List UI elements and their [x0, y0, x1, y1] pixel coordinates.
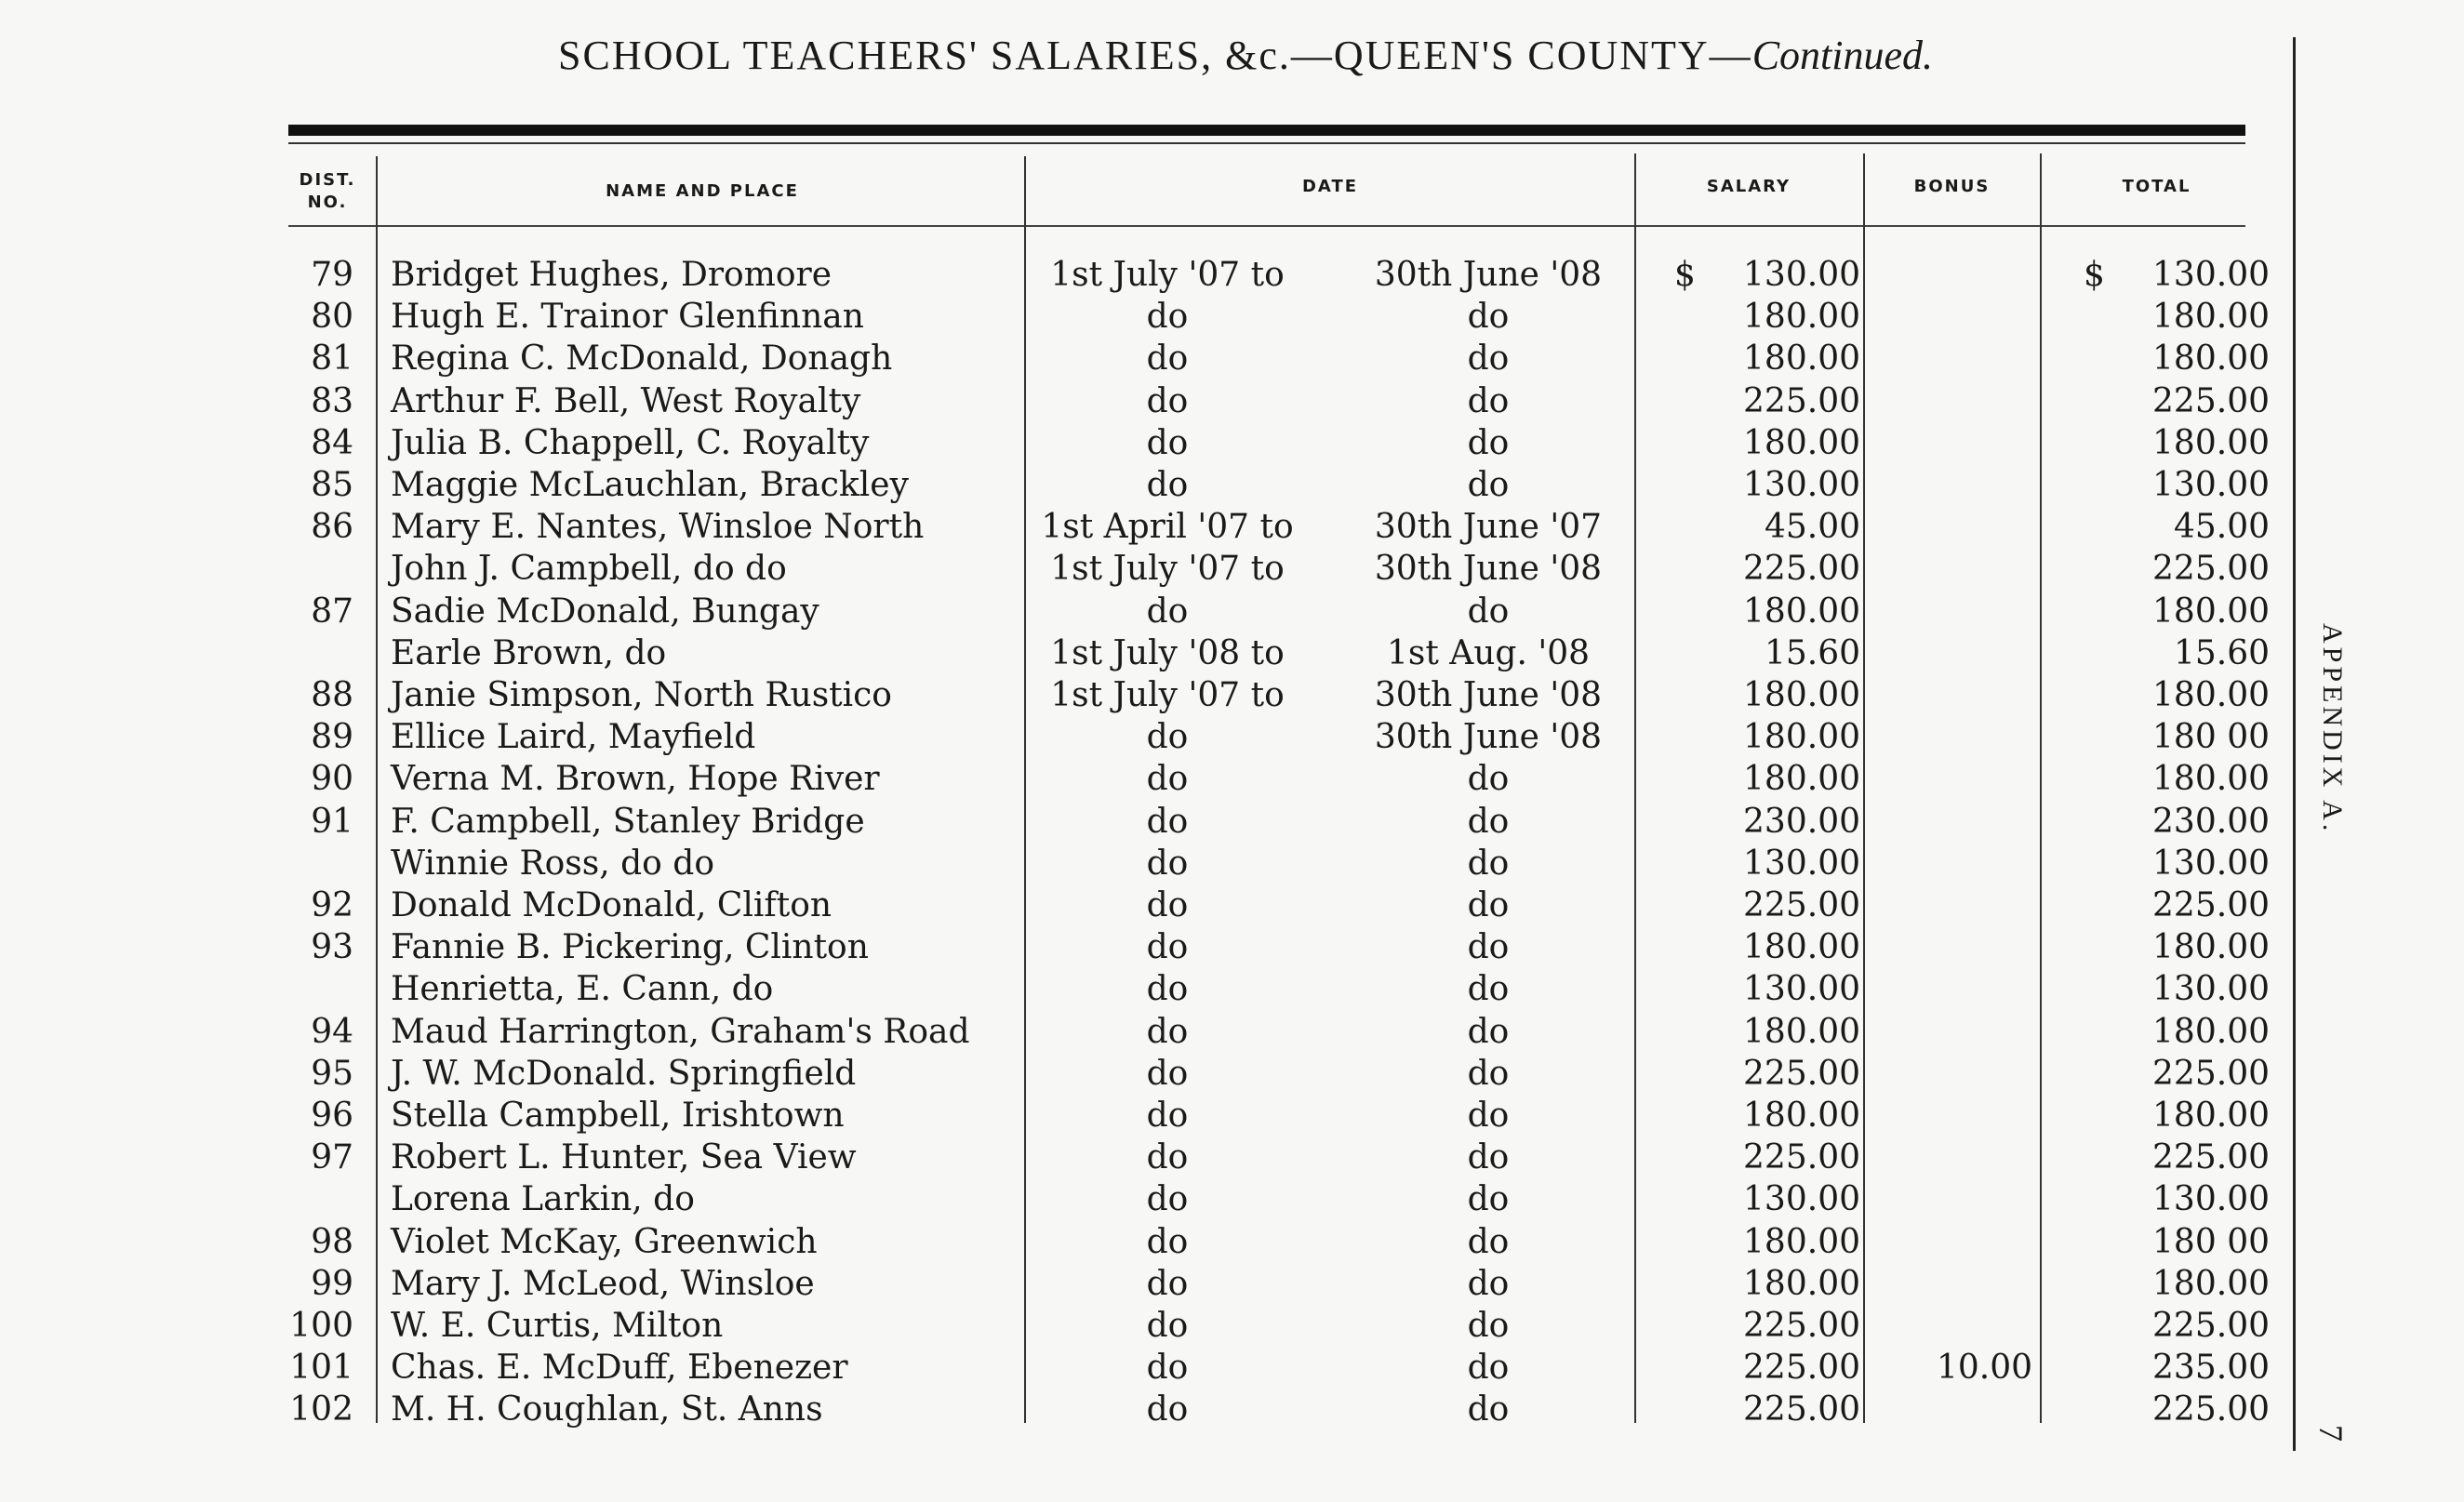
salary-cell: 15.60 — [1764, 633, 1860, 672]
date-to-cell: do — [1467, 381, 1510, 420]
page-number: 7 — [2312, 1425, 2350, 1442]
date-from-cell: do — [1146, 298, 1189, 337]
salary-cell: 180.00 — [1743, 676, 1860, 714]
total-cell: 225.00 — [2152, 381, 2270, 420]
name-place-cell: Hugh E. Trainor Glenfinnan — [391, 298, 864, 337]
header-total: TOTAL — [2122, 177, 2191, 196]
name-place-cell: W. E. Curtis, Milton — [391, 1307, 724, 1345]
total-cell: 225.00 — [2152, 1054, 2270, 1093]
date-to-cell: 30th June '08 — [1374, 718, 1603, 757]
salary-cell: 180.00 — [1743, 1097, 1860, 1135]
table-row — [0, 1097, 2464, 1138]
table-row — [0, 1307, 2464, 1349]
date-to-cell: do — [1467, 298, 1510, 337]
appendix-label: APPENDIX A. — [2317, 623, 2348, 835]
name-place-cell: Mary E. Nantes, Winsloe North — [391, 508, 925, 547]
table-row — [0, 970, 2464, 1012]
total-cell: 180.00 — [2152, 1264, 2270, 1303]
name-place-cell: Sadie McDonald, Bungay — [391, 591, 819, 631]
dist-cell: 101 — [289, 1349, 353, 1388]
dist-cell: 100 — [289, 1307, 353, 1345]
salary-cell: 225.00 — [1743, 1349, 1860, 1388]
date-from-cell: do — [1146, 1349, 1189, 1388]
total-cell: 130.00 — [2152, 256, 2270, 294]
total-cell: 130.00 — [2152, 1180, 2270, 1219]
name-place-cell: Maud Harrington, Graham's Road — [391, 1012, 970, 1051]
date-from-cell: do — [1146, 466, 1189, 504]
salary-cell: 225.00 — [1743, 1307, 1860, 1345]
date-from-cell: do — [1146, 339, 1189, 379]
table-row — [0, 256, 2464, 298]
table-row — [0, 550, 2464, 591]
total-cell: 45.00 — [2173, 508, 2270, 547]
dist-cell: 84 — [311, 423, 353, 462]
date-from-cell: do — [1146, 1222, 1189, 1261]
salary-cell: 130.00 — [1743, 844, 1860, 883]
date-to-cell: 30th June '08 — [1374, 256, 1603, 294]
salary-cell: 225.00 — [1743, 1054, 1860, 1093]
header-bonus: BONUS — [1913, 177, 1991, 196]
date-from-cell: 1st July '07 to — [1050, 550, 1285, 589]
header-salary: SALARY — [1706, 177, 1791, 196]
salary-cell: 180.00 — [1743, 718, 1860, 757]
date-from-cell: do — [1146, 1138, 1189, 1177]
date-to-cell: do — [1467, 928, 1510, 967]
name-place-cell: Lorena Larkin, do — [391, 1180, 695, 1219]
total-cell: 180.00 — [2152, 339, 2270, 379]
header-thick-rule — [288, 125, 2245, 136]
salary-currency-sign: $ — [1674, 256, 1696, 294]
header-dist — [290, 169, 365, 214]
salary-cell: 225.00 — [1743, 1138, 1860, 1177]
date-from-cell: do — [1146, 1264, 1189, 1303]
table-row — [0, 382, 2464, 424]
date-to-cell: do — [1467, 1264, 1510, 1303]
salary-cell: 45.00 — [1764, 508, 1860, 547]
salary-cell: 130.00 — [1743, 256, 1860, 294]
salary-cell: 225.00 — [1743, 550, 1860, 589]
date-to-cell: 1st Aug. '08 — [1386, 633, 1591, 672]
salary-cell: 225.00 — [1743, 886, 1860, 924]
salary-cell: 180.00 — [1743, 1264, 1860, 1303]
date-from-cell: do — [1146, 1054, 1189, 1093]
total-cell: 225.00 — [2152, 1138, 2270, 1177]
date-to-cell: do — [1467, 970, 1510, 1009]
name-place-cell: Earle Brown, do — [391, 633, 667, 672]
date-to-cell: do — [1467, 1180, 1510, 1219]
table-row — [0, 339, 2464, 381]
date-to-cell: do — [1467, 1349, 1510, 1388]
table-row — [0, 928, 2464, 970]
total-cell: 180.00 — [2152, 1097, 2270, 1135]
header-dist-line1: DIST. — [299, 170, 356, 190]
date-from-cell: do — [1146, 591, 1189, 631]
name-place-cell: Arthur F. Bell, West Royalty — [391, 381, 861, 420]
name-place-cell: Verna M. Brown, Hope River — [391, 760, 880, 799]
total-cell: 225.00 — [2152, 1307, 2270, 1345]
salary-cell: 180.00 — [1743, 928, 1860, 967]
date-from-cell: do — [1146, 1012, 1189, 1051]
table-row — [0, 886, 2464, 928]
table-row — [0, 1138, 2464, 1180]
salary-cell: 180.00 — [1743, 298, 1860, 337]
salary-cell: 225.00 — [1743, 381, 1860, 420]
dist-cell: 99 — [311, 1264, 353, 1303]
table-row — [0, 298, 2464, 339]
dist-cell: 83 — [311, 381, 353, 420]
salary-cell: 130.00 — [1743, 970, 1860, 1009]
date-from-cell: 1st April '07 to — [1041, 508, 1294, 547]
date-from-cell: do — [1146, 718, 1189, 757]
dist-cell: 98 — [311, 1222, 353, 1261]
header-date: DATE — [1301, 177, 1359, 196]
total-currency-sign: $ — [2084, 256, 2105, 294]
total-cell: 180.00 — [2152, 298, 2270, 337]
total-cell: 225.00 — [2152, 886, 2270, 924]
total-cell: 180 00 — [2152, 718, 2270, 757]
date-from-cell: do — [1146, 928, 1189, 967]
dist-cell: 87 — [311, 591, 353, 631]
name-place-cell: Mary J. McLeod, Winsloe — [391, 1264, 815, 1303]
date-from-cell: do — [1146, 844, 1189, 883]
date-to-cell: do — [1467, 466, 1510, 504]
date-to-cell: do — [1467, 844, 1510, 883]
date-to-cell: do — [1467, 802, 1510, 841]
total-cell: 235.00 — [2152, 1349, 2270, 1388]
date-from-cell: do — [1146, 1390, 1189, 1429]
dist-cell: 97 — [311, 1138, 353, 1177]
dist-cell: 92 — [311, 886, 353, 924]
dist-cell: 94 — [311, 1012, 353, 1051]
total-cell: 230.00 — [2152, 802, 2270, 841]
name-place-cell: Winnie Ross, do do — [391, 844, 715, 883]
page-title-continued: Continued. — [1751, 33, 1934, 78]
salary-cell: 130.00 — [1743, 1180, 1860, 1219]
table-row — [0, 844, 2464, 886]
name-place-cell: Chas. E. McDuff, Ebenezer — [391, 1349, 848, 1388]
total-cell: 180.00 — [2152, 760, 2270, 799]
dist-cell: 85 — [311, 466, 353, 504]
column-header-rule — [288, 225, 2245, 227]
salary-cell: 180.00 — [1743, 423, 1860, 462]
date-to-cell: 30th June '08 — [1374, 550, 1603, 589]
name-place-cell: Bridget Hughes, Dromore — [391, 256, 832, 294]
total-cell: 15.60 — [2173, 633, 2270, 672]
name-place-cell: Stella Campbell, Irishtown — [391, 1097, 845, 1135]
name-place-cell: Violet McKay, Greenwich — [391, 1222, 818, 1261]
table-row — [0, 1349, 2464, 1390]
name-place-cell: Donald McDonald, Clifton — [391, 886, 832, 924]
name-place-cell: J. W. McDonald. Springfield — [391, 1054, 857, 1093]
table-row — [0, 803, 2464, 844]
table-row — [0, 1223, 2464, 1265]
dist-cell: 89 — [311, 718, 353, 757]
salary-cell: 180.00 — [1743, 760, 1860, 799]
dist-cell: 90 — [311, 760, 353, 799]
name-place-cell: F. Campbell, Stanley Bridge — [391, 802, 865, 841]
name-place-cell: Ellice Laird, Mayfield — [391, 718, 756, 757]
date-to-cell: do — [1467, 886, 1510, 924]
total-cell: 180 00 — [2152, 1222, 2270, 1261]
total-cell: 225.00 — [2152, 1390, 2270, 1429]
name-place-cell: Janie Simpson, North Rustico — [391, 676, 892, 714]
date-from-cell: do — [1146, 970, 1189, 1009]
date-to-cell: do — [1467, 1097, 1510, 1135]
date-from-cell: do — [1146, 1180, 1189, 1219]
table-row — [0, 424, 2464, 466]
dist-cell: 96 — [311, 1097, 353, 1135]
header-name: NAME AND PLACE — [606, 181, 799, 201]
dist-cell: 93 — [311, 928, 353, 967]
date-from-cell: do — [1146, 802, 1189, 841]
total-cell: 180.00 — [2152, 676, 2270, 714]
name-place-cell: Robert L. Hunter, Sea View — [391, 1138, 857, 1177]
table-row — [0, 1390, 2464, 1432]
dist-cell: 80 — [311, 298, 353, 337]
table-row — [0, 676, 2464, 718]
salary-cell: 230.00 — [1743, 802, 1860, 841]
dist-cell: 86 — [311, 508, 353, 547]
date-to-cell: 30th June '07 — [1374, 508, 1603, 547]
date-from-cell: do — [1146, 886, 1189, 924]
dist-cell: 102 — [289, 1390, 353, 1429]
name-place-cell: Fannie B. Pickering, Clinton — [391, 928, 869, 967]
table-row — [0, 1055, 2464, 1097]
table-row — [0, 634, 2464, 676]
salary-cell: 225.00 — [1743, 1390, 1860, 1429]
date-to-cell: do — [1467, 1138, 1510, 1177]
table-row — [0, 508, 2464, 550]
dist-cell: 95 — [311, 1054, 353, 1093]
name-place-cell: Regina C. McDonald, Donagh — [391, 339, 893, 379]
table-row — [0, 466, 2464, 508]
table-row — [0, 718, 2464, 760]
total-cell: 225.00 — [2152, 550, 2270, 589]
total-cell: 130.00 — [2152, 844, 2270, 883]
date-to-cell: do — [1467, 1054, 1510, 1093]
total-cell: 180.00 — [2152, 1012, 2270, 1051]
date-to-cell: do — [1467, 1012, 1510, 1051]
date-to-cell: do — [1467, 1390, 1510, 1429]
date-from-cell: do — [1146, 1307, 1189, 1345]
salary-cell: 130.00 — [1743, 466, 1860, 504]
dist-cell: 81 — [311, 339, 353, 379]
date-from-cell: 1st July '08 to — [1050, 633, 1285, 672]
date-to-cell: do — [1467, 760, 1510, 799]
total-cell: 130.00 — [2152, 466, 2270, 504]
date-from-cell: 1st July '07 to — [1050, 256, 1285, 294]
name-place-cell: M. H. Coughlan, St. Anns — [391, 1390, 823, 1429]
name-place-cell: Julia B. Chappell, C. Royalty — [391, 423, 870, 462]
salary-cell: 180.00 — [1743, 1012, 1860, 1051]
page-title-main: SCHOOL TEACHERS' SALARIES, &c.—QUEEN'S COUNTY— — [558, 33, 1752, 78]
date-from-cell: do — [1146, 423, 1189, 462]
dist-cell: 88 — [311, 676, 353, 714]
date-to-cell: do — [1467, 1307, 1510, 1345]
name-place-cell: Maggie McLauchlan, Brackley — [391, 466, 909, 504]
table-row — [0, 1013, 2464, 1055]
date-to-cell: do — [1467, 1222, 1510, 1261]
salary-cell: 180.00 — [1743, 591, 1860, 631]
total-cell: 180.00 — [2152, 423, 2270, 462]
date-from-cell: do — [1146, 760, 1189, 799]
date-to-cell: do — [1467, 423, 1510, 462]
dist-cell: 79 — [311, 256, 353, 294]
total-cell: 180.00 — [2152, 928, 2270, 967]
table-row — [0, 592, 2464, 634]
name-place-cell: Henrietta, E. Cann, do — [391, 970, 774, 1009]
dist-cell: 91 — [311, 802, 353, 841]
table-row — [0, 760, 2464, 802]
total-cell: 180.00 — [2152, 591, 2270, 631]
table-row — [0, 1265, 2464, 1307]
date-from-cell: do — [1146, 1097, 1189, 1135]
bonus-cell: 10.00 — [1936, 1349, 2032, 1388]
date-to-cell: 30th June '08 — [1374, 676, 1603, 714]
table-row — [0, 1180, 2464, 1222]
total-cell: 130.00 — [2152, 970, 2270, 1009]
header-dist-line2: NO. — [307, 193, 348, 212]
page-title — [558, 32, 1933, 79]
date-to-cell: do — [1467, 591, 1510, 631]
date-to-cell: do — [1467, 339, 1510, 379]
salary-cell: 180.00 — [1743, 1222, 1860, 1261]
header-thin-rule — [288, 142, 2245, 144]
date-from-cell: 1st July '07 to — [1050, 676, 1285, 714]
name-place-cell: John J. Campbell, do do — [391, 550, 787, 589]
date-from-cell: do — [1146, 381, 1189, 420]
salary-cell: 180.00 — [1743, 339, 1860, 379]
